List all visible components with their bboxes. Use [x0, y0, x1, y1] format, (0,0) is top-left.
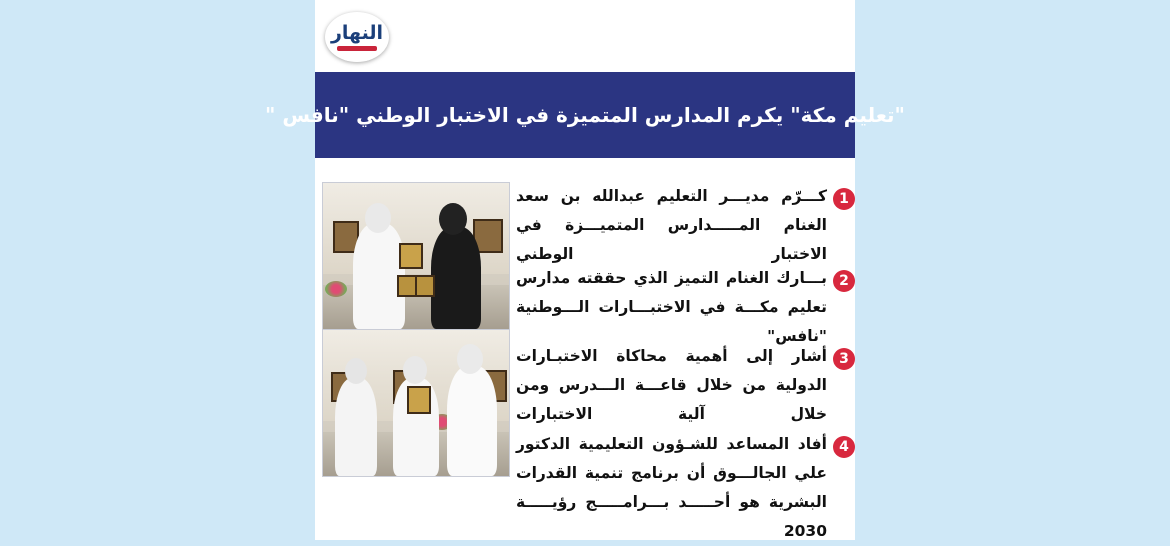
flowers: [325, 281, 347, 297]
key-points-list: [510, 176, 855, 540]
award-ceremony-photo-2: [322, 329, 510, 477]
number-badge: 4: [833, 436, 855, 458]
man-left: [335, 378, 377, 476]
point-text: بـــارك الغنام التميز الذي حققته مدارس تعليم مكـــة في الاختبـــارات الـــوطنية "نافس": [516, 269, 827, 345]
point-text: أفاد المساعد للشـؤون التعليمية الدكتور علي الجالـــوق أن برنامج تنمية القدرات البشرية هو أحـــــد بـــرامـــــج رؤيـــــة 2030: [516, 435, 827, 540]
award-plaque: [397, 275, 417, 297]
woman-in-black: [431, 227, 481, 329]
point-item: [510, 182, 855, 269]
point-text: كـــرّم مديـــر التعليم عبدالله بن سعد الغنام المـــــدارس المتميـــزة في الاختبار الوطني: [516, 187, 827, 263]
award-ceremony-photo-1: [322, 182, 510, 330]
point-item: [510, 430, 855, 546]
newspaper-logo: [325, 12, 389, 62]
title-bar: [265, 72, 905, 158]
man-right: [447, 366, 497, 476]
logo-underline: [337, 46, 377, 51]
headline: "تعليم مكة" يكرم المدارس المتميزة في الاختبار الوطني "نافس ": [265, 103, 905, 127]
number-badge: 2: [833, 270, 855, 292]
head-scarf: [345, 358, 367, 384]
award-plaque: [407, 386, 431, 414]
award-plaque: [399, 243, 423, 269]
head-scarf: [365, 203, 391, 233]
logo-name: النهار: [330, 22, 384, 44]
number-badge: 3: [833, 348, 855, 370]
point-item: [510, 342, 855, 429]
head-scarf: [457, 344, 483, 374]
number-badge: 1: [833, 188, 855, 210]
head-cover: [439, 203, 467, 235]
infographic-card: [265, 0, 905, 540]
head-scarf: [403, 356, 427, 384]
award-plaque: [415, 275, 435, 297]
point-text: أشار إلى أهمية محاكاة الاختبـارات الدولية من خلال قاعـــة الـــدرس ومن خلال آلية الاختبارات: [516, 347, 827, 423]
point-item: [510, 264, 855, 351]
